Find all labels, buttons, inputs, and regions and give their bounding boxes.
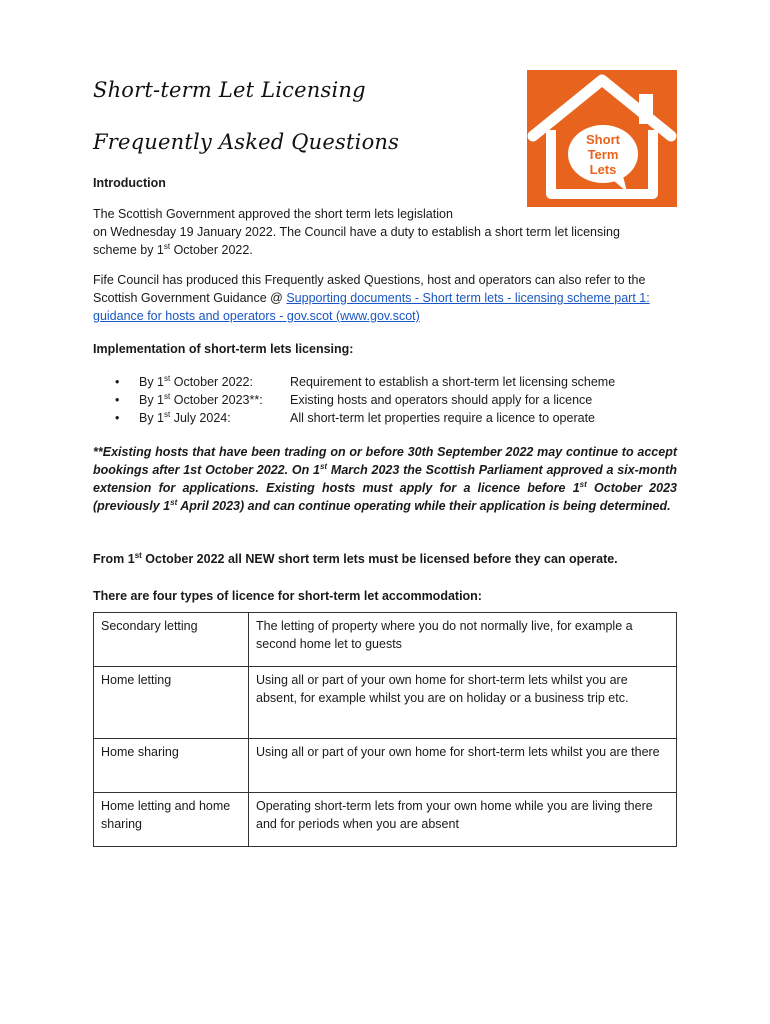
- list-item: [93, 409, 683, 427]
- logo-text-lets: Lets: [589, 162, 617, 177]
- licence-type-description: Operating short-term lets from your own home while you are living there and for periods when you are absent: [249, 793, 677, 847]
- bullet-description: Existing hosts and operators should apply for a licence: [290, 393, 593, 407]
- guidance-paragraph: [93, 271, 679, 325]
- bullet-description: All short-term let properties require a licence to operate: [290, 411, 596, 425]
- bullet-icon: •: [115, 393, 120, 407]
- table-row: [94, 793, 677, 847]
- licence-types-table: [93, 612, 677, 847]
- bullet-description: Requirement to establish a short-term let licensing scheme: [290, 375, 616, 389]
- logo-text-term: Term: [587, 147, 619, 162]
- licence-type-description: Using all or part of your own home for short-term lets whilst you are there: [249, 739, 677, 793]
- guidance-link[interactable]: Supporting documents - Short term lets - licensing scheme part 1: guidance for hosts and operators - gov.scot (www.gov.scot): [93, 291, 650, 323]
- licence-type-name: Home letting: [94, 667, 249, 739]
- new-lets-statement: From 1st October 2022 all NEW short term lets must be licensed before they can operate.: [93, 550, 618, 566]
- logo-text-short: Short: [586, 132, 620, 147]
- implementation-list: [93, 373, 683, 427]
- table-row: [94, 613, 677, 667]
- table-row: [94, 667, 677, 739]
- list-item: [93, 391, 683, 409]
- bullet-date: By 1st July 2024:: [139, 409, 231, 425]
- page-title: Short-term Let Licensing: [93, 78, 366, 102]
- licence-type-name: Secondary letting: [94, 613, 249, 667]
- bullet-date: By 1st October 2022:: [139, 373, 253, 389]
- list-item: [93, 373, 683, 391]
- licence-type-description: The letting of property where you do not normally live, for example a second home let to guests: [249, 613, 677, 667]
- existing-hosts-note: **Existing hosts that have been trading on or before 30th September 2022 may continue to accept bookings after 1st October 2022. On 1st March 2023 the Scottish Parliament approved a six-month extension for applications. Existing hosts must apply for a licence before 1st October 2023 (previously 1st April 2023) and can continue operating while their application is being determined.: [93, 445, 677, 513]
- table-row: [94, 739, 677, 793]
- intro-paragraph-line-2: on Wednesday 19 January 2022. The Council have a duty to establish a short term let licensing: [93, 225, 620, 239]
- guidance-text: Fife Council has produced this Frequently asked Questions, host and operators can also refer to the Scottish Government Guidance @: [93, 273, 646, 305]
- licence-type-name: Home letting and home sharing: [94, 793, 249, 847]
- introduction-heading: Introduction: [93, 176, 166, 190]
- intro-paragraph-line-1: The Scottish Government approved the short term lets legislation: [93, 207, 453, 221]
- licence-types-heading: There are four types of licence for short-term let accommodation:: [93, 589, 482, 603]
- implementation-heading: Implementation of short-term lets licensing:: [93, 342, 354, 356]
- licence-type-name: Home sharing: [94, 739, 249, 793]
- bullet-icon: •: [115, 411, 120, 425]
- page-subtitle: Frequently Asked Questions: [93, 130, 400, 154]
- bullet-icon: •: [115, 375, 120, 389]
- bullet-date: By 1st October 2023**:: [139, 391, 263, 407]
- licence-type-description: Using all or part of your own home for short-term lets whilst you are absent, for example whilst you are on holiday or a business trip etc.: [249, 667, 677, 739]
- intro-paragraph-line-3: scheme by 1st October 2022.: [93, 241, 253, 257]
